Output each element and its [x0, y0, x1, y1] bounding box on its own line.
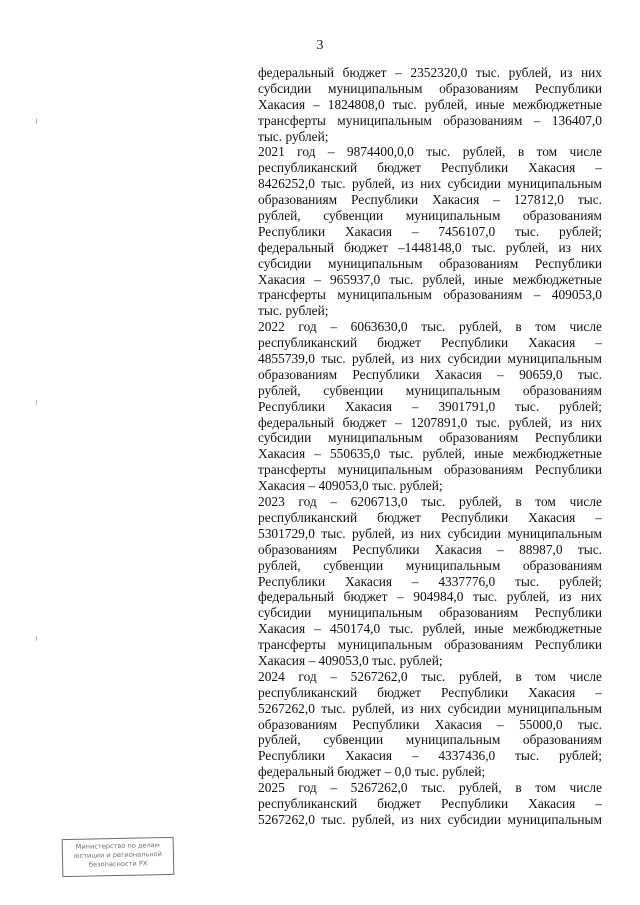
- text-line: рублей, субвенции муниципальным образованиям: [258, 557, 602, 573]
- text-line: федеральный бюджет – 1207891,0 тыс. рублей, из них: [258, 414, 602, 430]
- stamp-line: безопасности РХ: [88, 859, 148, 869]
- registration-stamp: [62, 837, 175, 877]
- text-line: Хакасия – 965937,0 тыс. рублей, иные межбюджетные: [258, 271, 602, 287]
- text-line: 2024 год – 5267262,0 тыс. рублей, в том числе: [258, 668, 602, 684]
- text-line: образованиям Республики Хакасия – 90659,0 тыс.: [258, 366, 602, 382]
- scan-edge-mark: [36, 400, 37, 405]
- text-line: Хакасия – 409053,0 тыс. рублей;: [258, 652, 443, 668]
- text-line: республиканский бюджет Республики Хакасия –: [258, 509, 602, 525]
- text-line: Республики Хакасия – 4337776,0 тыс. рублей;: [258, 573, 602, 589]
- text-line: республиканский бюджет Республики Хакасия –: [258, 795, 602, 811]
- text-line: рублей, субвенции муниципальным образованиям: [258, 208, 602, 224]
- text-line: Хакасия – 450174,0 тыс. рублей, иные межбюджетные: [258, 621, 602, 637]
- text-line: федеральный бюджет – 0,0 тыс. рублей;: [258, 764, 486, 780]
- text-line: республиканский бюджет Республики Хакасия –: [258, 684, 602, 700]
- text-line: субсидии муниципальным образованиям Республики: [258, 80, 602, 96]
- text-line: федеральный бюджет – 904984,0 тыс. рублей, из них: [258, 589, 602, 605]
- text-line: субсидии муниципальным образованиям Республики: [258, 255, 602, 271]
- text-line: 2022 год – 6063630,0 тыс. рублей, в том числе: [258, 319, 602, 335]
- text-line: тыс. рублей;: [258, 128, 329, 144]
- text-line: Хакасия – 1824808,0 тыс. рублей, иные межбюджетные: [258, 96, 602, 112]
- text-line: 4855739,0 тыс. рублей, из них субсидии муниципальным: [258, 351, 602, 367]
- text-line: 5267262,0 тыс. рублей, из них субсидии муниципальным: [258, 700, 602, 716]
- text-line: Хакасия – 550635,0 тыс. рублей, иные межбюджетные: [258, 446, 602, 462]
- text-line: Республики Хакасия – 3901791,0 тыс. рублей;: [258, 398, 602, 414]
- text-line: трансферты муниципальным образованиям Республики: [258, 637, 602, 653]
- text-line: 5267262,0 тыс. рублей, из них субсидии муниципальным: [258, 811, 602, 827]
- text-line: образованиям Республики Хакасия – 55000,0 тыс.: [258, 716, 602, 732]
- text-line: образованиям Республики Хакасия – 127812,0 тыс.: [258, 192, 602, 208]
- text-line: 8426252,0 тыс. рублей, из них субсидии муниципальным: [258, 176, 602, 192]
- text-line: трансферты муниципальным образованиям – 136407,0: [258, 112, 602, 128]
- scan-edge-mark: [36, 118, 37, 124]
- text-line: 2023 год – 6206713,0 тыс. рублей, в том числе: [258, 494, 602, 510]
- budget-text-block: [258, 65, 602, 828]
- stamp-line: юстиции и региональной: [73, 850, 163, 860]
- text-line: федеральный бюджет – 2352320,0 тыс. рублей, из них: [258, 65, 602, 80]
- text-line: Республики Хакасия – 7456107,0 тыс. рублей;: [258, 223, 602, 239]
- text-line: федеральный бюджет –1448148,0 тыс. рублей, из них: [258, 239, 602, 255]
- text-line: субсидии муниципальным образованиям Республики: [258, 430, 602, 446]
- text-line: рублей, субвенции муниципальным образованиям: [258, 732, 602, 748]
- text-line: республиканский бюджет Республики Хакасия –: [258, 160, 602, 176]
- stamp-line: Министерство по делам: [75, 841, 160, 851]
- text-line: Хакасия – 409053,0 тыс. рублей;: [258, 478, 443, 494]
- text-line: образованиям Республики Хакасия – 88987,0 тыс.: [258, 541, 602, 557]
- page-number: 3: [316, 38, 324, 53]
- text-line: рублей, субвенции муниципальным образованиям: [258, 382, 602, 398]
- text-line: Республики Хакасия – 4337436,0 тыс. рублей;: [258, 748, 602, 764]
- scan-edge-mark: [36, 636, 37, 641]
- text-line: 5301729,0 тыс. рублей, из них субсидии муниципальным: [258, 525, 602, 541]
- text-line: трансферты муниципальным образованиям – 409053,0: [258, 287, 602, 303]
- text-line: тыс. рублей;: [258, 303, 329, 319]
- text-line: трансферты муниципальным образованиям Республики: [258, 462, 602, 478]
- text-line: 2021 год – 9874400,0,0 тыс. рублей, в том числе: [258, 144, 602, 160]
- text-line: субсидии муниципальным образованиям Республики: [258, 605, 602, 621]
- text-line: 2025 год – 5267262,0 тыс. рублей, в том числе: [258, 780, 602, 796]
- text-line: республиканский бюджет Республики Хакасия –: [258, 335, 602, 351]
